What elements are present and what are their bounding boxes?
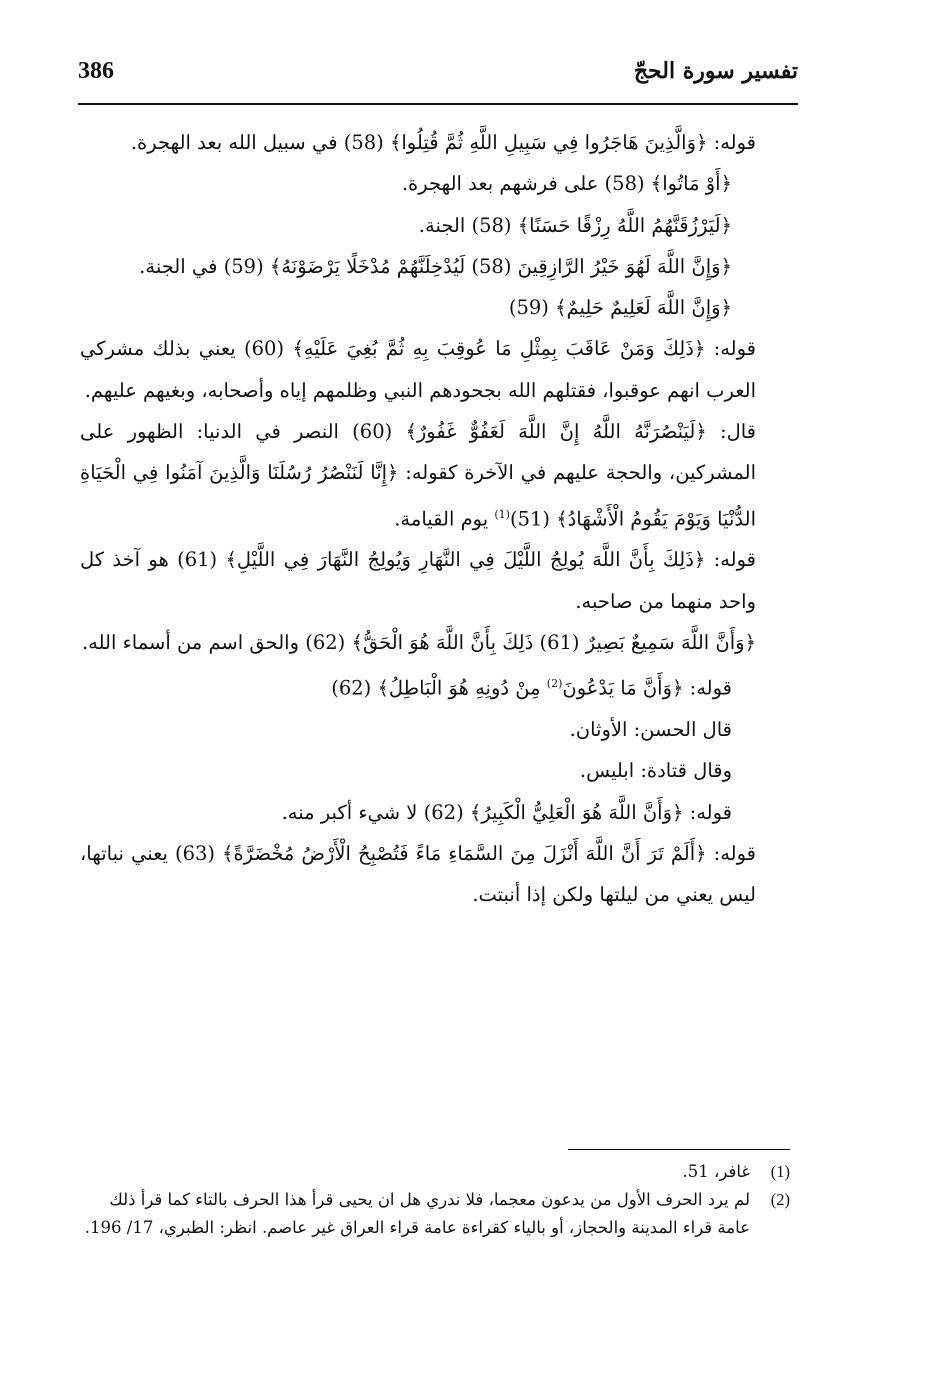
running-title: تفسير سورة الحجّ [633,58,798,84]
page-number: 386 [78,58,114,84]
footnote [80,1186,790,1242]
body-text [80,122,798,916]
paragraph: قوله: ﴿وَأَنَّ اللَّهَ هُوَ الْعَلِيُّ الْكَبِيرُ﴾ (62) لا شيء أكبر منه. [281,800,732,824]
paragraph: ﴿أَوْ مَاتُوا﴾ (58) على فرشهم بعد الهجرة. [401,172,732,196]
paragraph: قال الحسن: الأوثان. [569,718,732,742]
paragraph: قال: ﴿لَيَنْصُرَنَّهُ اللَّهُ إِنَّ اللَّهَ لَعَفُوٌّ غَفُورٌ﴾ (60) النصر في الدنيا: الظهور على المشركين، والحجة عليهم في الآخرة كقوله: ﴿إِنَّا لَنَنْصُرُ رُسُلَنَا وَالَّذِينَ آمَنُوا فِي الْحَيَاةِ الدُّنْيَا وَيَوْمَ يَقُومُ الْأَشْهَادُ﴾ $(51)^{(1)}$ يوم القيامة. [80,420,756,531]
footnote-rule [568,1149,790,1150]
page-header [78,58,798,100]
footnote [80,1158,790,1186]
footnote-number: (1) [770,1162,790,1181]
footnote-marker: (2) [546,677,563,691]
footnote-number: (2) [770,1190,790,1209]
footnote-text: غافر، 51. [682,1162,750,1181]
paragraph: قوله: ﴿ذَلِكَ وَمَنْ عَاقَبَ بِمِثْلِ مَا عُوقِبَ بِهِ ثُمَّ بُغِيَ عَلَيْهِ﴾ (60) يعني بذلك مشركي العرب انهم عوقبوا، فقتلهم الله بجحودهم النبي وظلمهم إياه وأصحابه، وبغيهم عليهم. [80,337,756,402]
footnote-text: لم يرد الحرف الأول من يدعون معجما، فلا ندري هل ان يحيى قرأ هذا الحرف بالتاء كما قرأ ذلك عامة قراء المدينة والحجاز، أو بالياء كقراءة عامة قراء العراق غير عاصم. انظر: الطبري، 17/ 196. [84,1190,750,1237]
paragraph: قوله: ﴿ذَلِكَ بِأَنَّ اللَّهَ يُولِجُ اللَّيْلَ فِي النَّهَارِ وَيُولِجُ النَّهَارَ فِي اللَّيْلِ﴾ (61) هو آخذ كل واحد منهما من صاحبه. [80,548,756,613]
paragraph: ﴿لَيَرْزُقَنَّهُمُ اللَّهُ رِزْقًا حَسَنًا﴾ (58) الجنة. [418,213,732,237]
paragraph: وقال قتادة: ابليس. [579,759,732,783]
paragraph: ﴿وَإِنَّ اللَّهَ لَعَلِيمٌ حَلِيمٌ﴾ (59) [508,296,732,320]
paragraph: قوله: ﴿أَلَمْ تَرَ أَنَّ اللَّهَ أَنْزَلَ مِنَ السَّمَاءِ مَاءً فَتُصْبِحُ الْأَرْضُ مُخْضَرَّةً﴾ (63) يعني نباتها، ليس يعني من ليلتها ولكن إذا أنبتت. [80,842,756,907]
footnote-marker: (1) [494,507,510,521]
paragraph: ﴿وَأَنَّ اللَّهَ سَمِيعٌ بَصِيرٌ (61) ذَلِكَ بِأَنَّ اللَّهَ هُوَ الْحَقُّ﴾ (62) والحق اسم من أسماء الله. [81,631,756,655]
paragraph: قوله: ﴿وَالَّذِينَ هَاجَرُوا فِي سَبِيلِ اللَّهِ ثُمَّ قُتِلُوا﴾ (58) في سبيل الله بعد الهجرة. [130,131,756,154]
header-rule [78,103,798,105]
paragraph: ﴿وَإِنَّ اللَّهَ لَهُوَ خَيْرُ الرَّازِقِينَ (58) لَيُدْخِلَنَّهُمْ مُدْخَلًا يَرْضَوْنَهُ﴾ (59) في الجنة. [139,254,732,278]
footnotes [80,1158,790,1242]
paragraph: قوله: ﴿وَأَنَّ مَا يَدْعُونَ$^{(2)}$ مِنْ دُونِهِ هُوَ الْبَاطِلُ﴾ (62) [331,676,732,700]
